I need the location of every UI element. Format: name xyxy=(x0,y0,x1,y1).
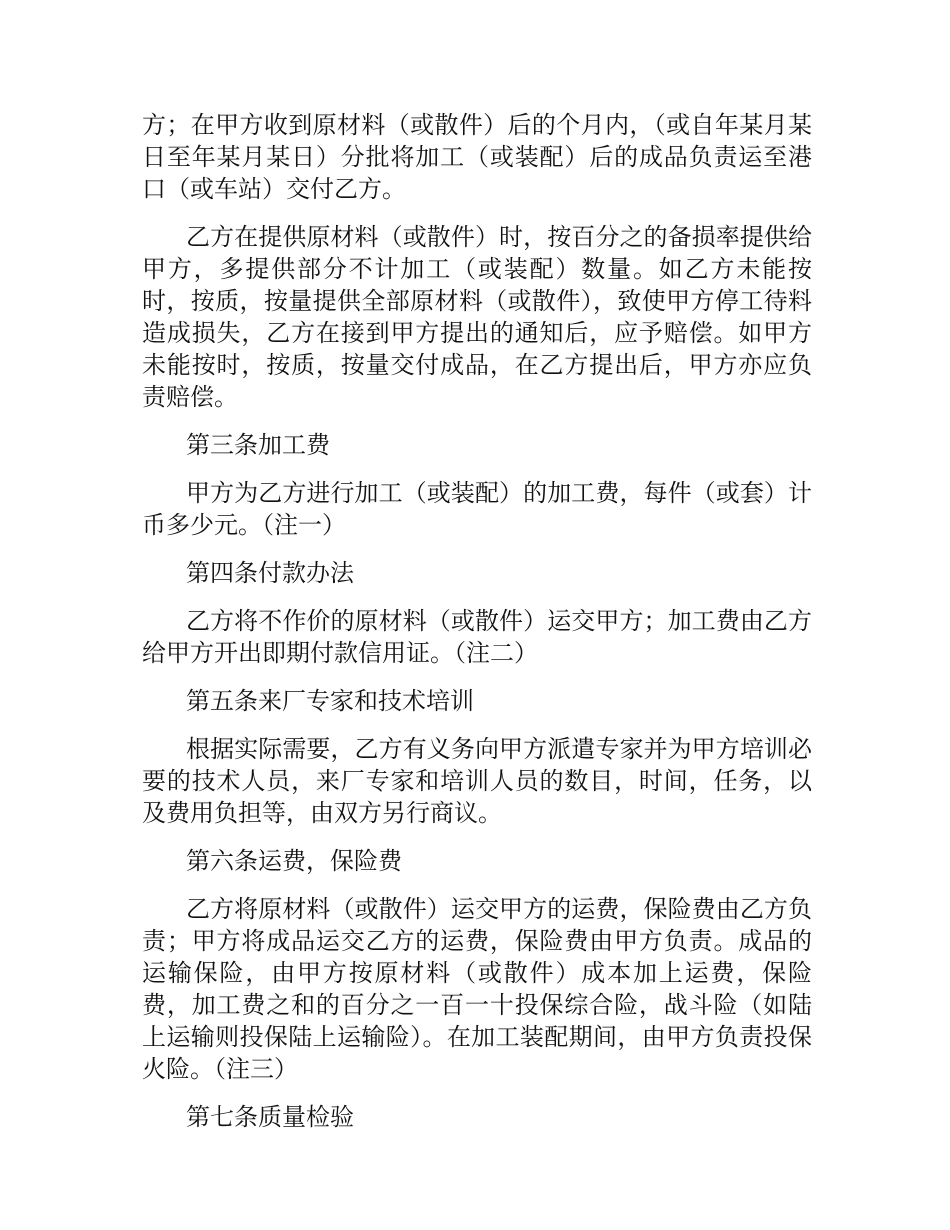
paragraph-materials-supply: 乙方在提供原材料（或散件）时，按百分之的备损率提供给甲方，多提供部分不计加工（或装配）数量。如乙方未能按时，按质，按量提供全部原材料（或散件），致使甲方停工待料造成损失，乙方在接到甲方提出的通知后，应予赔偿。如甲方未能按时，按质，按量交付成品，在乙方提出后，甲方亦应负责赔偿。 xyxy=(142,223,812,411)
section-heading-payment-method: 第四条付款办法 xyxy=(186,559,354,587)
section-heading-quality-inspection: 第七条质量检验 xyxy=(186,1103,354,1131)
paragraph-experts-training: 根据实际需要，乙方有义务向甲方派遣专家并为甲方培训必要的技术人员，来厂专家和培训人员的数目，时间，任务，以及费用负担等，由双方另行商议。 xyxy=(142,735,812,827)
document-page xyxy=(142,109,812,1149)
section-heading-experts-training: 第五条来厂专家和技术培训 xyxy=(186,687,474,715)
section-heading-freight-insurance: 第六条运费，保险费 xyxy=(186,847,402,875)
paragraph-processing-fee: 甲方为乙方进行加工（或装配）的加工费，每件（或套）计币多少元。（注一） xyxy=(142,479,812,539)
paragraph-freight-insurance: 乙方将原材料（或散件）运交甲方的运费，保险费由乙方负责；甲方将成品运交乙方的运费，保险费由甲方负责。成品的运输保险，由甲方按原材料（或散件）成本加上运费，保险费，加工费之和的百分之一百一十投保综合险，战斗险（如陆上运输则投保陆上运输险）。在加工装配期间，由甲方负责投保火险。（注三） xyxy=(142,895,812,1083)
section-heading-processing-fee: 第三条加工费 xyxy=(186,431,330,459)
paragraph-delivery: 方；在甲方收到原材料（或散件）后的个月内，（或自年某月某日至年某月某日）分批将加工（或装配）后的成品负责运至港口（或车站）交付乙方。 xyxy=(142,111,812,203)
paragraph-payment-method: 乙方将不作价的原材料（或散件）运交甲方；加工费由乙方给甲方开出即期付款信用证。（注二） xyxy=(142,607,812,667)
